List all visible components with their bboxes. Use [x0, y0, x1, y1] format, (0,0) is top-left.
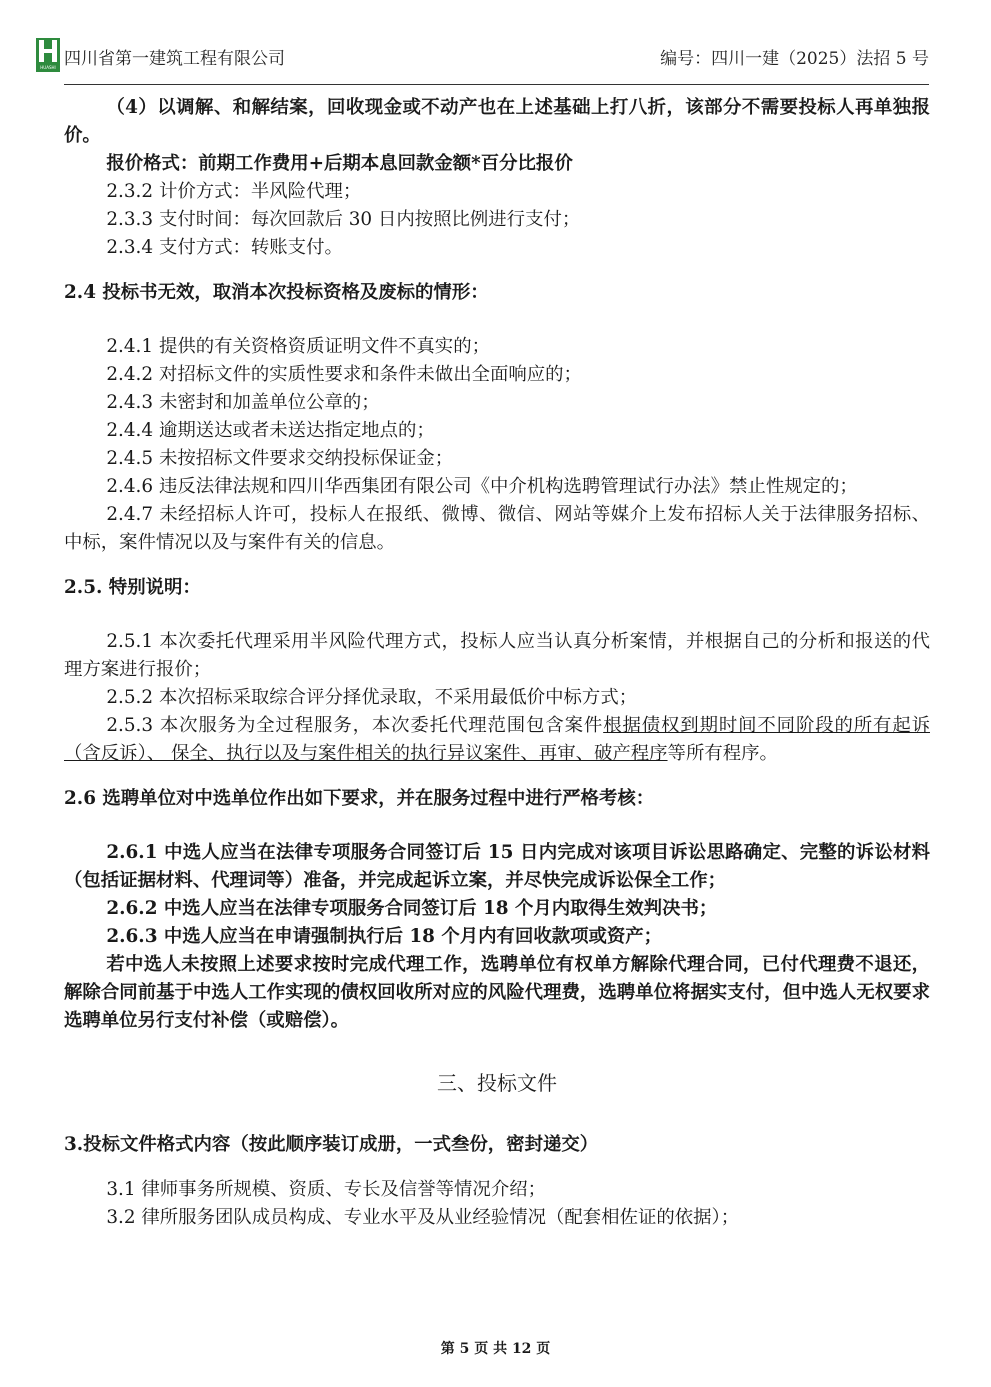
- breach-note: 若中选人未按照上述要求按时完成代理工作，选聘单位有权单方解除代理合同，已付代理费不退还，解除合同前基于中选人工作实现的债权回收所对应的风险代理费，选聘单位将据实支付，但中选人无权要求选聘单位另行支付补偿（或赔偿）。: [64, 954, 930, 1031]
- logo-wordmark: HUASHI: [40, 65, 56, 70]
- item-2-4-6: 2.4.6 违反法律法规和四川华西集团有限公司《中介机构选聘管理试行办法》禁止性规定的；: [106, 476, 858, 497]
- item-2-4-1: 2.4.1 提供的有关资格资质证明文件不真实的；: [106, 336, 490, 357]
- item-2-5-1: 2.5.1 本次委托代理采用半风险代理方式，投标人应当认真分析案情，并根据自己的分析和报送的代理方案进行报价；: [64, 631, 930, 680]
- item-2-5-3-tail: 等所有程序。: [667, 743, 778, 764]
- section-2-5-heading: 2.5. 特别说明：: [64, 577, 201, 598]
- section-2-6-heading: 2.6 选聘单位对中选单位作出如下要求，并在服务过程中进行严格考核：: [64, 788, 655, 809]
- item-2-4-4: 2.4.4 逾期送达或者未送达指定地点的；: [106, 420, 435, 441]
- item-2-4-5: 2.4.5 未按招标文件要求交纳投标保证金；: [106, 448, 454, 469]
- company-name: 四川省第一建筑工程有限公司: [64, 49, 285, 69]
- item-2-3-2: 2.3.2 计价方式：半风险代理；: [106, 181, 362, 202]
- item-2-5-2: 2.5.2 本次招标采取综合评分择优录取，不采用最低价中标方式；: [106, 687, 638, 708]
- company-logo: [36, 38, 60, 72]
- item-2-3-3: 2.3.3 支付时间：每次回款后 30 日内按照比例进行支付；: [106, 209, 581, 230]
- item-2-6-1: 2.6.1 中选人应当在法律专项服务合同签订后 15 日内完成对该项目诉讼思路确定、完整的诉讼材料（包括证据材料、代理词等）准备，并完成起诉立案，并尽快完成诉讼保全工作；: [64, 842, 930, 891]
- page-body: [64, 94, 930, 1232]
- item-2-5-3-underlined: 根据债权到期时间不同阶段的所有起诉（含反诉）、 保全、执行以及与案件相关的执行异议案件、再审、破产程序: [64, 715, 930, 764]
- item-2-3-4: 2.3.4 支付方式：转账支付。: [106, 237, 343, 258]
- item-2-5-3-lead: 2.5.3 本次服务为全过程服务，本次委托代理范围包含案件: [106, 715, 604, 736]
- item-2-4-2: 2.4.2 对招标文件的实质性要求和条件未做出全面响应的；: [106, 364, 582, 385]
- page-header: [36, 38, 929, 78]
- item-3-1: 3.1 律师事务所规模、资质、专长及信誉等情况介绍；: [106, 1179, 546, 1200]
- item-2-4-3: 2.4.3 未密封和加盖单位公章的；: [106, 392, 380, 413]
- item-2-4-7: 2.4.7 未经招标人许可，投标人在报纸、微博、微信、网站等媒介上发布招标人关于法律服务招标、中标，案件情况以及与案件有关的信息。: [64, 504, 930, 553]
- paragraph-4: （4）以调解、和解结案，回收现金或不动产也在上述基础上打八折，该部分不需要投标人再单独报价。: [64, 97, 930, 146]
- page-number: 第 5 页 共 12 页: [440, 1341, 551, 1357]
- section-3-heading: 3.投标文件格式内容（按此顺序装订成册，一式叁份，密封递交）: [64, 1134, 599, 1155]
- item-2-6-3: 2.6.3 中选人应当在申请强制执行后 18 个月内有回收款项或资产；: [106, 926, 663, 947]
- item-2-6-2: 2.6.2 中选人应当在法律专项服务合同签订后 18 个月内取得生效判决书；: [106, 898, 718, 919]
- quote-format: 报价格式：前期工作费用+后期本息回款金额*百分比报价: [106, 153, 573, 174]
- section-3-title: 三、投标文件: [437, 1071, 557, 1095]
- item-3-2: 3.2 律所服务团队成员构成、专业水平及从业经验情况（配套相佐证的依据）；: [106, 1207, 740, 1228]
- document-number: 编号：四川一建（2025）法招 5 号: [660, 49, 929, 69]
- item-2-5-3: [64, 712, 930, 768]
- header-divider: [64, 84, 929, 85]
- section-2-4-heading: 2.4 投标书无效，取消本次投标资格及废标的情形：: [64, 282, 489, 303]
